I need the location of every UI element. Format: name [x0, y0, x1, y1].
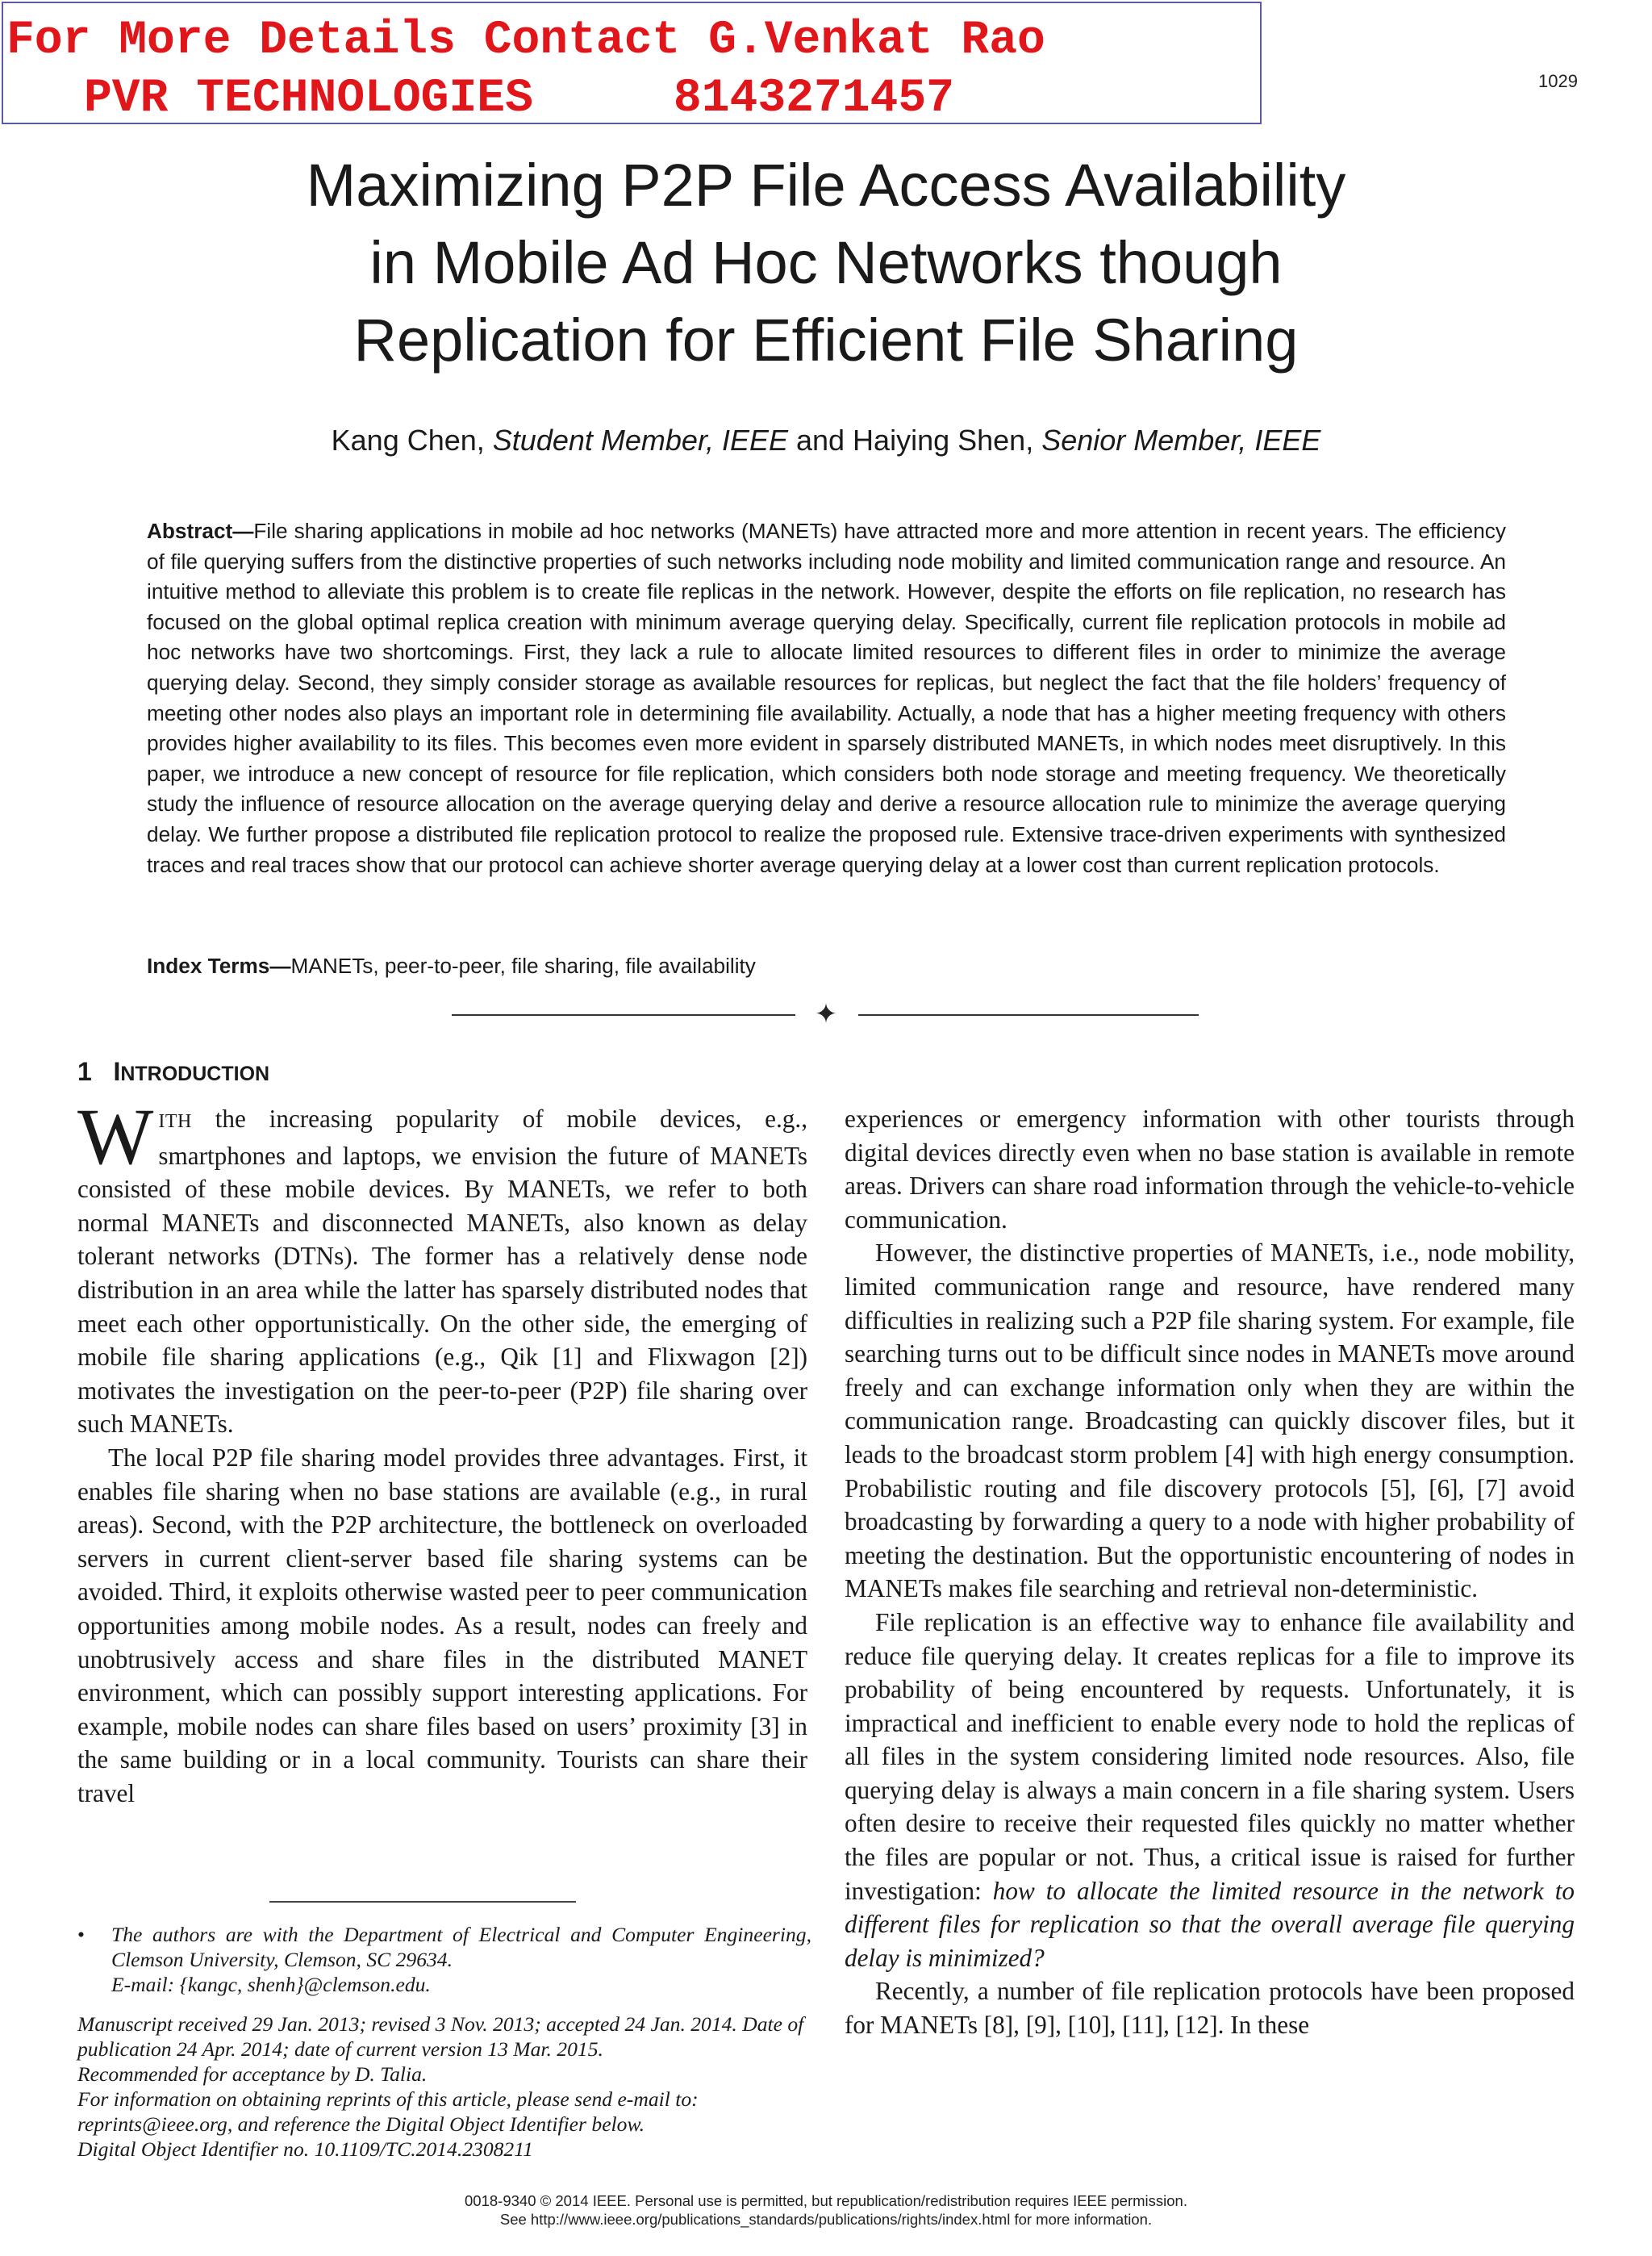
paragraph-2: The local P2P file sharing model provides three advantages. First, it enables file sharing when no base stations are available (e.g., in rural areas). Second, with the P2P architecture, the bottleneck on overloaded servers in current client-server based file sharing systems can be avoided. Third, it exploits otherwise wasted peer to peer communication opportunities among mobile nodes. As a result, nodes can freely and unobtrusively access and share files in the distributed MANET environment, which can possibly support interesting applications. For example, mobile nodes can share files based on users’ proximity [3] in the same building or in a local community. Tourists can share their travel — [77, 1443, 807, 1807]
title-line-2: in Mobile Ad Hoc Networks though — [369, 229, 1283, 296]
paragraph-5: Recently, a number of file replication protocols have been proposed for MANETs [8], [9], [10], [11], [12]. In these — [845, 1977, 1575, 2040]
footnotes — [77, 1922, 811, 2162]
author-1: Kang Chen, — [331, 424, 493, 457]
paragraph-1 — [77, 1092, 807, 1441]
paper-title — [0, 147, 1652, 379]
index-terms-text: MANETs, peer-to-peer, file sharing, file availability — [290, 954, 756, 978]
divider-left — [452, 1014, 795, 1016]
index-terms — [147, 951, 1506, 980]
section-title-first: I — [113, 1057, 121, 1086]
stamp-line-1: For More Details Contact G.Venkat Rao — [6, 15, 1045, 67]
contact-stamp — [2, 2, 1262, 124]
footer-copyright: 0018-9340 © 2014 IEEE. Personal use is permitted, but republication/redistribution requires IEEE permission. — [465, 2192, 1187, 2209]
footnote-doi: Digital Object Identifier no. 10.1109/TC.2014.2308211 — [77, 2137, 533, 2161]
paragraph-4 — [845, 1606, 1575, 1975]
abstract-dash: — — [232, 519, 254, 543]
stamp-line-2: PVR TECHNOLOGIES 8143271457 — [84, 73, 954, 125]
title-line-3: Replication for Efficient File Sharing — [353, 307, 1299, 374]
section-title-rest: NTRODUCTION — [120, 1063, 270, 1085]
paragraph-1-text: the increasing popularity of mobile devices, e.g., smartphones and laptops, we envision the future of MANETs consisted of these mobile devices. By MANETs, we refer to both normal MANETs and disconnected MANETs, also known as delay tolerant networks (DTNs). The former has a relatively dense node distribution in an area while the latter has sparsely distributed nodes that meet each other opportunistically. On the other side, the emerging of mobile file sharing applications (e.g., Qik [1] and Flixwagon [2]) motivates the investigation on the peer-to-peer (P2P) file sharing over such MANETs. — [77, 1105, 807, 1439]
author-2-role: Senior Member, IEEE — [1041, 424, 1321, 457]
divider-right — [858, 1014, 1199, 1016]
footnote-manuscript: Manuscript received 29 Jan. 2013; revised 3 Nov. 2013; accepted 24 Jan. 2014. Date of publication 24 Apr. 2014; date of current version 13 Mar. 2015. — [77, 2012, 804, 2061]
paragraph-1-smallcaps: ITH — [158, 1111, 192, 1132]
index-terms-label: Index Terms— — [147, 954, 291, 978]
footnote-rule — [269, 1901, 576, 1903]
abstract-label: Abstract — [147, 519, 233, 543]
paragraph-4-italic: how to allocate the limited resource in the network to different files for replication so that the overall average file querying delay is minimized? — [845, 1876, 1575, 1972]
paragraph-3: However, the distinctive properties of MANETs, i.e., node mobility, limited communication range and resource, have rendered many difficulties in realizing such a P2P file sharing system. For example, file searching turns out to be difficult since nodes in MANETs move around freely and can exchange information only when they are within the communication range. Broadcasting can quickly discover files, but it leads to the broadcast storm problem [4] with high energy consumption. Probabilistic routing and file discovery protocols [5], [6], [7] avoid broadcasting by forwarding a query to a node with higher probability of meeting the destination. But the opportunistic encountering of nodes in MANETs makes file searching and retrieval non-deterministic. — [845, 1239, 1575, 1603]
author-1-role: Student Member, IEEE — [492, 424, 788, 457]
email-text: E-mail: {kangc, shenh}@clemson.edu. — [111, 1973, 431, 1996]
right-column — [845, 1102, 1575, 2042]
divider-diamond-icon: ✦ — [814, 998, 838, 1030]
paragraph-2-continued: experiences or emergency information with other tourists through digital devices directly even when no base station is available in remote areas. Drivers can share road information through the vehicle-to-vehicle communication. — [845, 1105, 1575, 1234]
footnote-recommended: Recommended for acceptance by D. Talia. — [77, 2062, 428, 2086]
footer-rights-link: See http://www.ieee.org/publications_standards/publications/rights/index.html for more information. — [499, 2211, 1153, 2228]
title-line-1: Maximizing P2P File Access Availability — [306, 152, 1346, 219]
section-number: 1 — [77, 1057, 92, 1086]
abstract-text: File sharing applications in mobile ad hoc networks (MANETs) have attracted more and more attention in recent years. The efficiency of file querying suffers from the distinctive properties of such networks including node mobility and limited communication range and resource. An intuitive method to alleviate this problem is to create file replicas in the network. However, despite the efforts on file replication, no research has focused on the global optimal replica creation with minimum average querying delay. Specifically, current file replication protocols in mobile ad hoc networks have two shortcomings. First, they lack a rule to allocate limited resources to different files in order to minimize the average querying delay. Second, they simply consider storage as available resources for replicas, but neglect the fact that the file holders’ frequency of meeting other nodes also plays an important role in determining file availability. Actually, a node that has a higher meeting frequency with others provides higher availability to its files. This becomes even more evident in sparsely distributed MANETs, in which nodes meet disruptively. In this paper, we introduce a new concept of resource for file replication, which considers both node storage and meeting frequency. We theoretically study the influence of resource allocation on the average querying delay and derive a resource allocation rule to minimize the average querying delay. We further propose a distributed file replication protocol to realize the proposed rule. Extensive trace-driven experiments with synthesized traces and real traces show that our protocol can achieve shorter average querying delay at a lower cost than current replication protocols. — [147, 519, 1506, 877]
page-footer — [0, 2191, 1652, 2229]
left-column — [77, 1092, 807, 1810]
footnote-bullet: • — [77, 1923, 85, 1946]
affiliation-text: The authors are with the Department of Electrical and Computer Engineering, Clemson University, Clemson, SC 29634. — [111, 1923, 811, 1971]
abstract — [147, 516, 1506, 880]
page-number: 1029 — [1538, 71, 1578, 91]
footnote-reprints: For information on obtaining reprints of this article, please send e-mail to: reprints@ieee.org, and reference the Digital Object Identifier below. — [77, 2087, 699, 2136]
author-joiner: and Haiying Shen, — [787, 424, 1042, 457]
paragraph-4-text: File replication is an effective way to enhance file availability and reduce file querying delay. It creates replicas for a file to improve its probability of being encountered by requests. Unfortunately, it is impractical and inefficient to enable every node to hold the replicas of all files in the system considering limited node resources. Also, file querying delay is always a main concern in a file sharing system. Users often desire to receive their requested files quickly no matter whether the files are popular or not. Thus, a critical issue is raised for further investigation: — [845, 1607, 1575, 1905]
section-heading — [77, 1055, 269, 1090]
dropcap: W — [77, 1092, 154, 1181]
author-line — [0, 423, 1652, 458]
footnote-affiliation — [77, 1922, 811, 1997]
